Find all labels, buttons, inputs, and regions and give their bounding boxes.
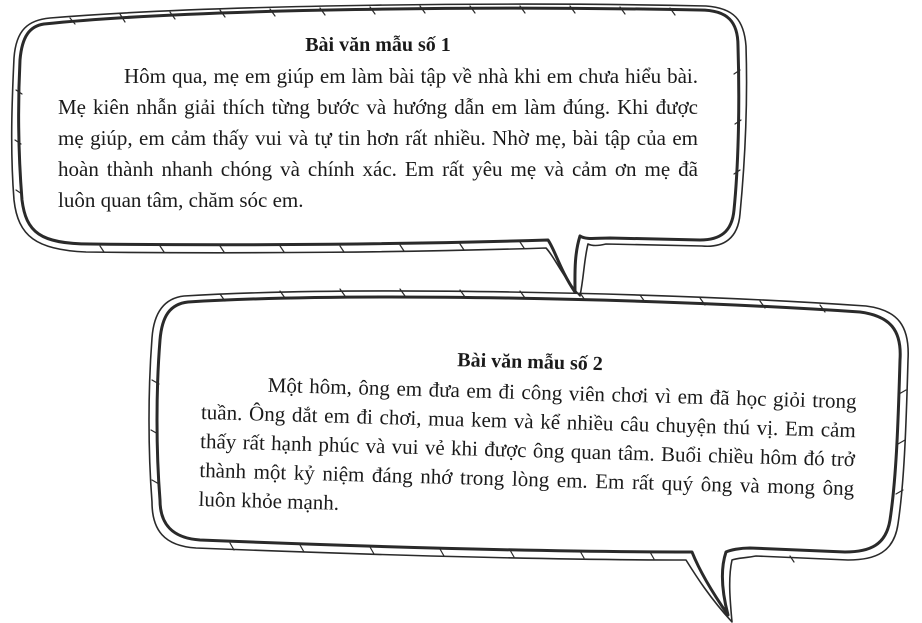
sample-2-title: Bài văn mẫu số 2: [456, 349, 604, 376]
sample-essay-1: [58, 34, 698, 216]
sample-1-title: Bài văn mẫu số 1: [305, 34, 451, 56]
sample-1-body: Hôm qua, mẹ em giúp em làm bài tập về nhà khi em chưa hiểu bài. Mẹ kiên nhẫn giải thích từng bước và hướng dẫn em làm đúng. Khi được mẹ giúp, em cảm thấy vui và tự tin hơn rất nhiều. Nhờ mẹ, bài tập của em hoàn thành nhanh chóng và chính xác. Em rất yêu mẹ và cảm ơn mẹ đã luôn quan tâm, chăm sóc em.: [58, 64, 698, 212]
sample-essay-2: [198, 342, 858, 532]
sample-2-body: Một hôm, ông em đưa em đi công viên chơi vì em đã học giỏi trong tuần. Ông dắt em đi chơi, mua kem và kể nhiều câu chuyện thú vị. Em cảm thấy rất hạnh phúc và vui vẻ khi được ông quan tâm. Buổi chiều hôm đó trở thành một kỷ niệm đáng nhớ trong lòng em. Em rất quý ông và mong ông luôn khỏe mạnh.: [198, 372, 857, 515]
